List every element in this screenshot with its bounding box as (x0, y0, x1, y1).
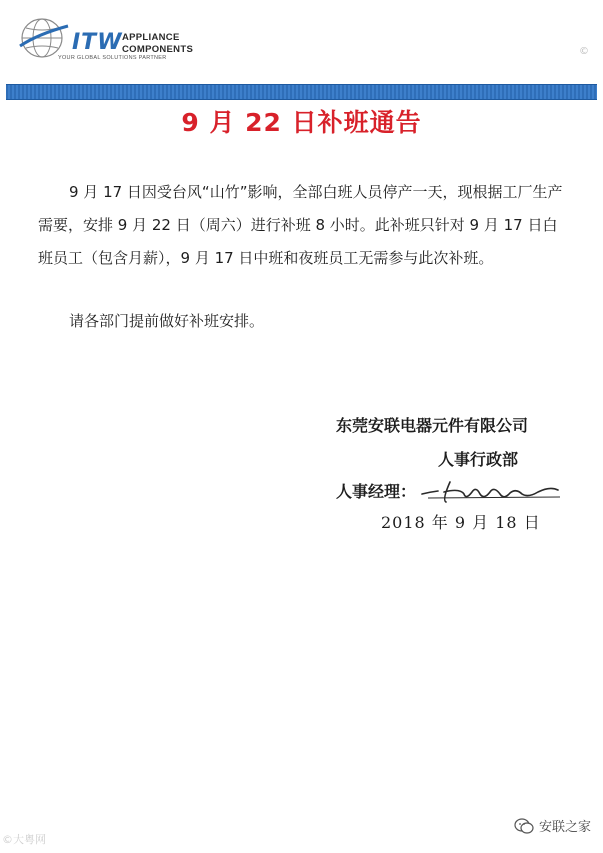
globe-icon (18, 16, 70, 60)
logo-brand: ITW (72, 30, 123, 55)
paragraph-line: 班员工（包含月薪），9 月 17 日中班和夜班员工无需参与此次补班。 (38, 249, 494, 267)
wechat-icon (514, 818, 534, 834)
notice-paragraph-2: 请各部门提前做好补班安排。 (69, 312, 265, 330)
company-logo (18, 14, 228, 66)
logo-line-2: COMPONENTS (122, 44, 194, 55)
header-divider-bar (6, 84, 597, 100)
corner-mark: © (579, 46, 589, 57)
paragraph-line: 9 月 17 日因受台风“山竹”影响，全部白班人员停产一天，现根据工厂生产 (69, 183, 563, 201)
watermark-left: ©大粤网 (2, 833, 46, 846)
paragraph-line: 需要，安排 9 月 22 日（周六）进行补班 8 小时。此补班只针对 9 月 17 日白 (38, 216, 558, 234)
department-name: 人事行政部 (438, 450, 519, 469)
company-name: 东莞安联电器元件有限公司 (336, 416, 529, 435)
notice-paragraph-1 (38, 176, 578, 275)
logo-line-1: APPLIANCE (122, 32, 180, 43)
notice-date: 2018 年 9 月 18 日 (381, 513, 541, 532)
manager-label: 人事经理： (336, 482, 417, 501)
watermark-right-label: 安联之家 (538, 820, 591, 835)
handwritten-signature (420, 478, 565, 504)
watermark-right (514, 816, 591, 835)
logo-tagline: YOUR GLOBAL SOLUTIONS PARTNER (58, 55, 167, 61)
notice-title: 9 月 22 日补班通告 (181, 108, 422, 137)
